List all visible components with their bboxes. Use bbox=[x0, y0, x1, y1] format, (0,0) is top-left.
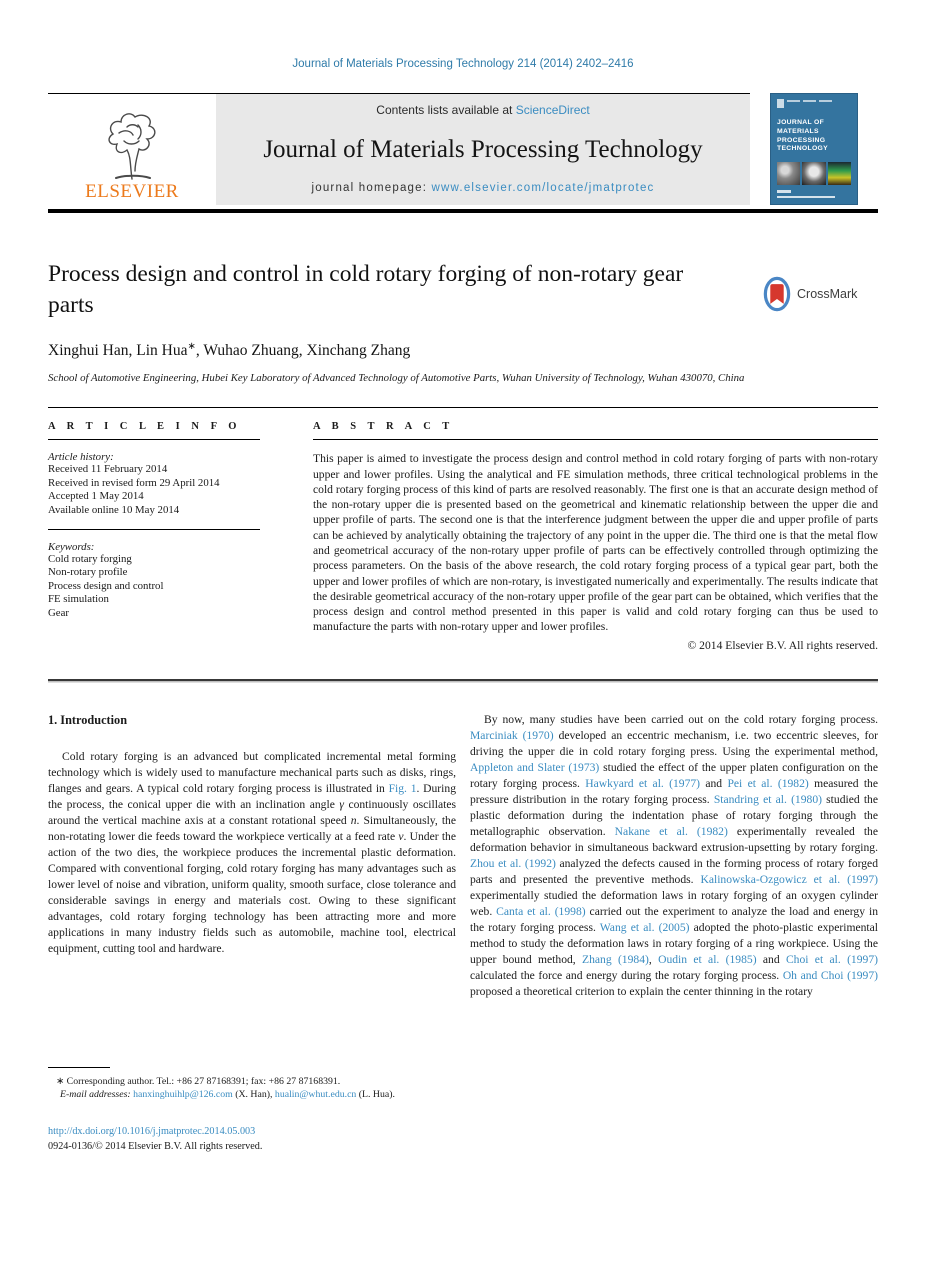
article-title: Process design and control in cold rotary forging of non-rotary gear parts bbox=[48, 261, 684, 319]
history-line: Received in revised form 29 April 2014 bbox=[48, 476, 220, 489]
inline-link[interactable]: Zhang (1984) bbox=[582, 952, 649, 966]
journal-ref-row bbox=[48, 54, 878, 72]
issn-copyright-line: 0924-0136/© 2014 Elsevier B.V. All rights reserved. bbox=[48, 1140, 263, 1152]
cover-editors-lines bbox=[777, 190, 851, 198]
text-segment: developed an eccentric mechanism, i.e. two eccentric sleeves, for driving the upper die in cold rotary forging press. Using the experimental method, bbox=[470, 728, 878, 758]
article-info-column bbox=[48, 421, 313, 652]
text-segment: . Simultaneously, the non-rotating lower die feeds toward the workpiece vertically at a feed rate bbox=[48, 813, 456, 843]
text-segment: carried out the experiment to analyze the load and energy in the rotary forging process. bbox=[470, 904, 878, 934]
inline-link[interactable]: Oh and Choi (1997) bbox=[782, 968, 878, 982]
text-segment: (X. Han), bbox=[232, 1088, 275, 1100]
body-column-right bbox=[470, 712, 878, 1154]
superscript-marker: ∗ bbox=[187, 340, 196, 352]
text-segment: . During the process, the conical upper die with an inclination angle bbox=[48, 781, 456, 811]
inline-link[interactable]: Fig. 1 bbox=[388, 781, 417, 795]
masthead-center bbox=[216, 94, 750, 205]
contents-prefix: Contents lists available at bbox=[376, 103, 516, 117]
doi-block bbox=[48, 1124, 456, 1154]
homepage-link[interactable]: www.elsevier.com/locate/jmatprotec bbox=[431, 182, 655, 194]
inline-link[interactable]: Kalinowska-Ozgowicz et al. (1997) bbox=[700, 872, 878, 886]
journal-header bbox=[48, 93, 878, 205]
text-segment: (L. Hua). bbox=[356, 1088, 395, 1100]
abstract-copyright: © 2014 Elsevier B.V. All rights reserved. bbox=[687, 638, 878, 652]
text-segment: , Wuhao Zhuang, Xinchang Zhang bbox=[195, 341, 411, 359]
text-segment: γ bbox=[339, 797, 344, 811]
text-segment: proposed a theoretical criterion to explain the center thinning in the rotary bbox=[470, 984, 813, 998]
info-top-rule bbox=[48, 407, 878, 408]
affiliation: School of Automotive Engineering, Hubei Key Laboratory of Advanced Technology of Automotive Parts, Wuhan University of Technology, Wuhan 430070, China bbox=[48, 371, 745, 384]
abstract-heading: A B S T R A C T bbox=[313, 421, 454, 433]
cover-top-bars bbox=[777, 99, 851, 108]
sciencedirect-link[interactable]: ScienceDirect bbox=[515, 103, 590, 117]
inline-link[interactable]: Nakane et al. (1982) bbox=[614, 824, 728, 838]
cover-title: JOURNAL OF MATERIALS PROCESSING TECHNOLOGY bbox=[777, 119, 828, 153]
history-line: Accepted 1 May 2014 bbox=[48, 490, 144, 503]
elsevier-tree-icon bbox=[97, 105, 167, 185]
cover-bar bbox=[803, 100, 816, 102]
history-line: Available online 10 May 2014 bbox=[48, 504, 180, 516]
text-segment: , bbox=[648, 952, 659, 966]
homepage-prefix: journal homepage: bbox=[311, 182, 432, 194]
text-segment: and bbox=[756, 952, 786, 966]
text-segment: v bbox=[398, 829, 404, 843]
email-addresses-line bbox=[48, 1088, 456, 1101]
text-segment: . Under the action of the two dies, the workpiece produces the incremental plastic deformation. Compared with conventional forging, cold rotary forging has many advantages such as lower level of noise and vibration, uniform quality, smooth surface, close tolerance and considerable savings in energy and materials cost. Owing to these significant advantages, cold rotary forging technology has been attracting more and more applications in many industry fields such as automobile, machine tool, electrical equipment, cutting tool and hardware. bbox=[48, 829, 456, 955]
journal-cover-thumbnail[interactable] bbox=[770, 93, 858, 205]
cover-bar bbox=[787, 100, 800, 102]
elsevier-wordmark: ELSEVIER bbox=[85, 181, 179, 202]
text-segment: Xinghui Han, Lin Hua bbox=[48, 341, 188, 359]
corresponding-author-note: ∗ Corresponding author. Tel.: +86 27 87168391; fax: +86 27 87168391. bbox=[56, 1075, 341, 1087]
body-column-left bbox=[48, 712, 456, 1154]
elsevier-logo[interactable] bbox=[48, 94, 216, 205]
text-segment: experimentally studied the deformation laws in rotary forging of an oxygen cylinder web. bbox=[470, 888, 878, 918]
related-work-paragraph bbox=[470, 712, 878, 1000]
text-segment: analyzed the defects caused in the forming process of rotary forged parts and presented the preventive methods. bbox=[470, 856, 878, 886]
intro-heading: 1. Introduction bbox=[48, 712, 128, 727]
text-segment: E-mail addresses: bbox=[60, 1088, 134, 1100]
footnote-rule bbox=[48, 1067, 110, 1068]
cover-image-strip bbox=[777, 162, 851, 185]
history-keywords-rule bbox=[48, 529, 260, 530]
inline-link[interactable]: Pei et al. (1982) bbox=[727, 776, 809, 790]
intro-paragraph bbox=[48, 749, 456, 957]
inline-link[interactable]: Hawkyard et al. (1977) bbox=[585, 776, 701, 790]
cover-mini-logo bbox=[777, 99, 784, 108]
header-masthead bbox=[48, 93, 750, 205]
inline-link[interactable]: Canta et al. (1998) bbox=[496, 904, 586, 918]
homepage-line bbox=[216, 182, 750, 194]
text-segment: and bbox=[700, 776, 728, 790]
keyword-line: Cold rotary forging bbox=[48, 552, 132, 565]
keyword-line: Non-rotary profile bbox=[48, 566, 128, 579]
inline-link[interactable]: Appleton and Slater (1973) bbox=[470, 760, 600, 774]
cover-bar bbox=[819, 100, 832, 102]
inline-link[interactable]: Marciniak (1970) bbox=[470, 728, 554, 742]
keyword-line: Gear bbox=[48, 606, 69, 619]
inline-link[interactable]: Choi et al. (1997) bbox=[785, 952, 878, 966]
keywords-label: Keywords: bbox=[48, 540, 95, 553]
crossmark-icon bbox=[760, 275, 794, 313]
text-segment: n bbox=[350, 813, 357, 827]
cover-image-2 bbox=[802, 162, 825, 185]
inline-link[interactable]: hualin@whut.edu.cn bbox=[274, 1088, 357, 1100]
cover-image-3 bbox=[828, 162, 851, 185]
abstract-column bbox=[313, 421, 878, 652]
journal-title: Journal of Materials Processing Technology bbox=[263, 135, 703, 163]
text-segment: adopted the photo-plastic experimental method to study the deformation laws in rotary forging of a ring workpiece. Using the upper bound method, bbox=[470, 920, 878, 966]
footnote-block bbox=[48, 1067, 456, 1101]
text-segment: Cold rotary forging is an advanced but complicated incremental metal forming technology which is widely used to manufacture mechanical parts such as disks, rings, flanges and gears. A typical cold rotary forging process is illustrated in bbox=[48, 749, 456, 795]
inline-link[interactable]: Standring et al. (1980) bbox=[713, 792, 822, 806]
article-info-heading: A R T I C L E I N F O bbox=[48, 421, 241, 433]
crossmark-badge[interactable] bbox=[760, 267, 878, 322]
text-segment: measured the pressure distribution in the rotary forging process. bbox=[470, 776, 878, 806]
text-segment: calculated the force and energy during the rotary forging process. bbox=[470, 968, 783, 982]
inline-link[interactable]: Wang et al. (2005) bbox=[599, 920, 690, 934]
authors-line bbox=[48, 341, 878, 360]
abstract-body-divider bbox=[48, 679, 878, 681]
crossmark-label: CrossMark bbox=[797, 287, 858, 302]
inline-link[interactable]: Zhou et al. (1992) bbox=[470, 856, 556, 870]
text-segment: studied the effect of the upper platen configuration on the rotary forging process. bbox=[470, 760, 878, 790]
masthead-bottom-rule bbox=[48, 209, 878, 213]
keyword-line: Process design and control bbox=[48, 579, 164, 592]
text-segment: By now, many studies have been carried out on the cold rotary forging process. bbox=[484, 712, 878, 726]
history-line: Received 11 February 2014 bbox=[48, 463, 168, 476]
journal-ref[interactable]: Journal of Materials Processing Technology 214 (2014) 2402–2416 bbox=[292, 58, 634, 70]
doi-link[interactable]: http://dx.doi.org/10.1016/j.jmatprotec.2014.05.003 bbox=[48, 1125, 256, 1137]
text-segment: studied the plastic deformation during the indentation phase of rotary forging through the metallographic observation. bbox=[470, 792, 878, 838]
keyword-line: FE simulation bbox=[48, 593, 109, 606]
cover-image-1 bbox=[777, 162, 800, 185]
text-segment: experimentally revealed the deformation behavior in simultaneous backward extrusion-upsetting by rotary forging. bbox=[470, 824, 878, 854]
contents-line bbox=[216, 103, 750, 117]
text-segment: continuously oscillates around the vertical machine axis at a constant rotational speed bbox=[48, 797, 456, 827]
abstract-text: This paper is aimed to investigate the process design and control method in cold rotary forging of parts with non-rotary upper and lower profiles. Using the analytical and FE simulation methods, three critical technological problems in the cold rotary forging process of this kind of parts are resolved reasonably. The first one is that an accurate design method of the non-rotary upper die is presented based on the geometrical and kinematic relationship between the upper die and upper profile of parts. The second one is that the interference judgment between the upper die and upper profile of parts can be achieved by analytically obtaining the trajectory of any point in the upper die. The third one is that the metal flow and geometrical accuracy of the non-rotary upper profile of parts can be effectively controlled through optimizing the process parameters. On the basis of the above research, the cold rotary forging process of a typical gear part, both the upper and lower profiles of which are non-rotary, is investigated numerically and experimentally. The results indicate that the desirable geometrical accuracy of the non-rotary upper profile of the gear part can be obtained, which verifies that the process design and control method presented in this paper is valid and cold rotary forging can thus be used to manufacture the parts with non-rotary upper and lower profiles. bbox=[313, 452, 878, 634]
inline-link[interactable]: hanxinghuihlp@126.com bbox=[133, 1088, 233, 1100]
article-history-label: Article history: bbox=[48, 451, 114, 464]
inline-link[interactable]: Oudin et al. (1985) bbox=[658, 952, 757, 966]
